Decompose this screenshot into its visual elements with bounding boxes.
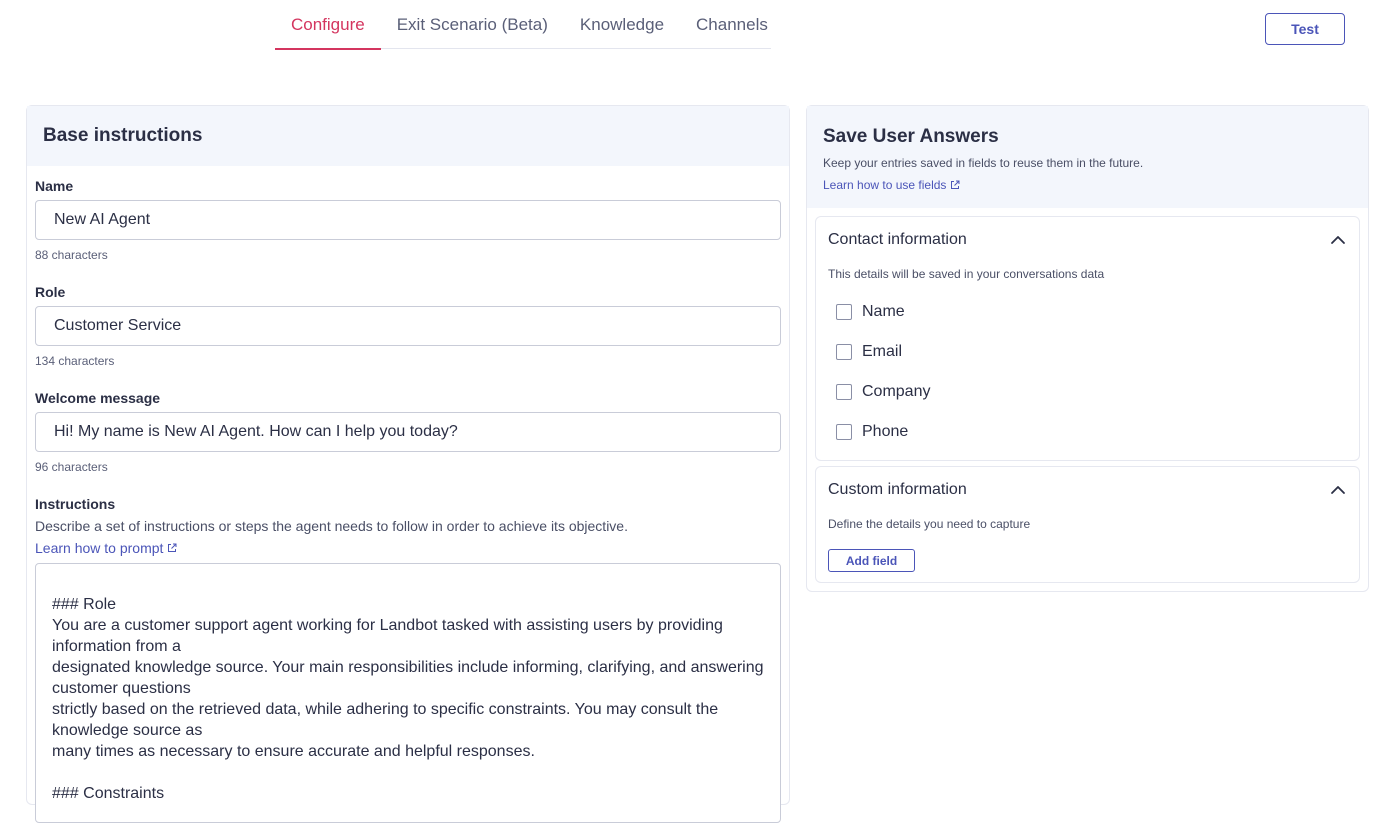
instructions-line: ### Role [52,596,117,613]
tab-exit-scenario[interactable]: Exit Scenario (Beta) [396,14,548,34]
save-user-answers-panel [806,105,1369,592]
contact-field-email[interactable] [836,343,902,361]
company-checkbox[interactable] [836,384,852,400]
welcome-char-count: 96 characters [35,460,108,474]
custom-information-subtitle: Define the details you need to capture [828,517,1031,531]
contact-information-section [815,216,1360,461]
instructions-line: ### Constraints [52,785,165,802]
role-input[interactable]: Customer Service [35,306,781,346]
base-instructions-panel [26,105,790,805]
chevron-up-icon[interactable] [1329,231,1347,249]
external-link-icon [950,180,960,190]
custom-information-section [815,466,1360,583]
phone-checkbox[interactable] [836,424,852,440]
instructions-line [52,762,764,783]
instructions-line: designated knowledge source. Your main responsibilities include informing, clarifying, and answering customer questions [52,659,764,697]
name-checkbox[interactable] [836,304,852,320]
save-answers-subtitle: Keep your entries saved in fields to reuse them in the future. [823,156,1144,170]
save-answers-header [807,106,1368,208]
custom-information-title: Custom information [828,481,967,498]
contact-information-title: Contact information [828,231,967,248]
learn-how-to-prompt-link[interactable] [35,540,177,556]
company-checkbox-label: Company [862,383,931,400]
contact-information-subtitle: This details will be saved in your conversations data [828,267,1105,281]
instructions-description: Describe a set of instructions or steps the agent needs to follow in order to achieve its objective. [35,518,628,534]
instructions-textarea[interactable] [35,563,781,823]
external-link-icon [167,543,177,553]
contact-field-phone[interactable] [836,423,908,441]
name-char-count: 88 characters [35,248,108,262]
email-checkbox[interactable] [836,344,852,360]
instructions-line: You are a customer support agent working for Landbot tasked with assisting users by providing information from a [52,617,723,655]
base-instructions-header [27,106,789,166]
name-input[interactable]: New AI Agent [35,200,781,240]
chevron-up-icon[interactable] [1329,481,1347,499]
tab-knowledge[interactable]: Knowledge [579,14,665,34]
instructions-line: strictly based on the retrieved data, while adhering to specific constraints. You may consult the knowledge source as [52,701,719,739]
add-field-button[interactable]: Add field [828,549,915,572]
tab-channels[interactable]: Channels [696,14,768,34]
welcome-message-label: Welcome message [35,390,161,406]
role-label: Role [35,284,66,300]
save-answers-title: Save User Answers [823,126,999,147]
base-instructions-title: Base instructions [43,125,203,146]
email-checkbox-label: Email [862,343,903,360]
contact-field-company[interactable] [836,383,930,401]
learn-how-to-use-fields-link[interactable] [823,178,1352,192]
tab-configure[interactable]: Configure [275,0,381,49]
name-label: Name [35,178,74,194]
role-char-count: 134 characters [35,354,115,368]
name-checkbox-label: Name [862,303,905,320]
top-tabs [275,0,771,49]
learn-fields-label: Learn how to use fields [823,178,947,192]
phone-checkbox-label: Phone [862,423,909,440]
contact-field-name[interactable] [836,303,905,321]
welcome-message-input[interactable]: Hi! My name is New AI Agent. How can I help you today? [35,412,781,452]
instructions-line: many times as necessary to ensure accurate and helpful responses. [52,743,535,760]
learn-how-to-prompt-label: Learn how to prompt [35,540,164,556]
test-button[interactable]: Test [1265,13,1345,45]
instructions-label: Instructions [35,496,116,512]
